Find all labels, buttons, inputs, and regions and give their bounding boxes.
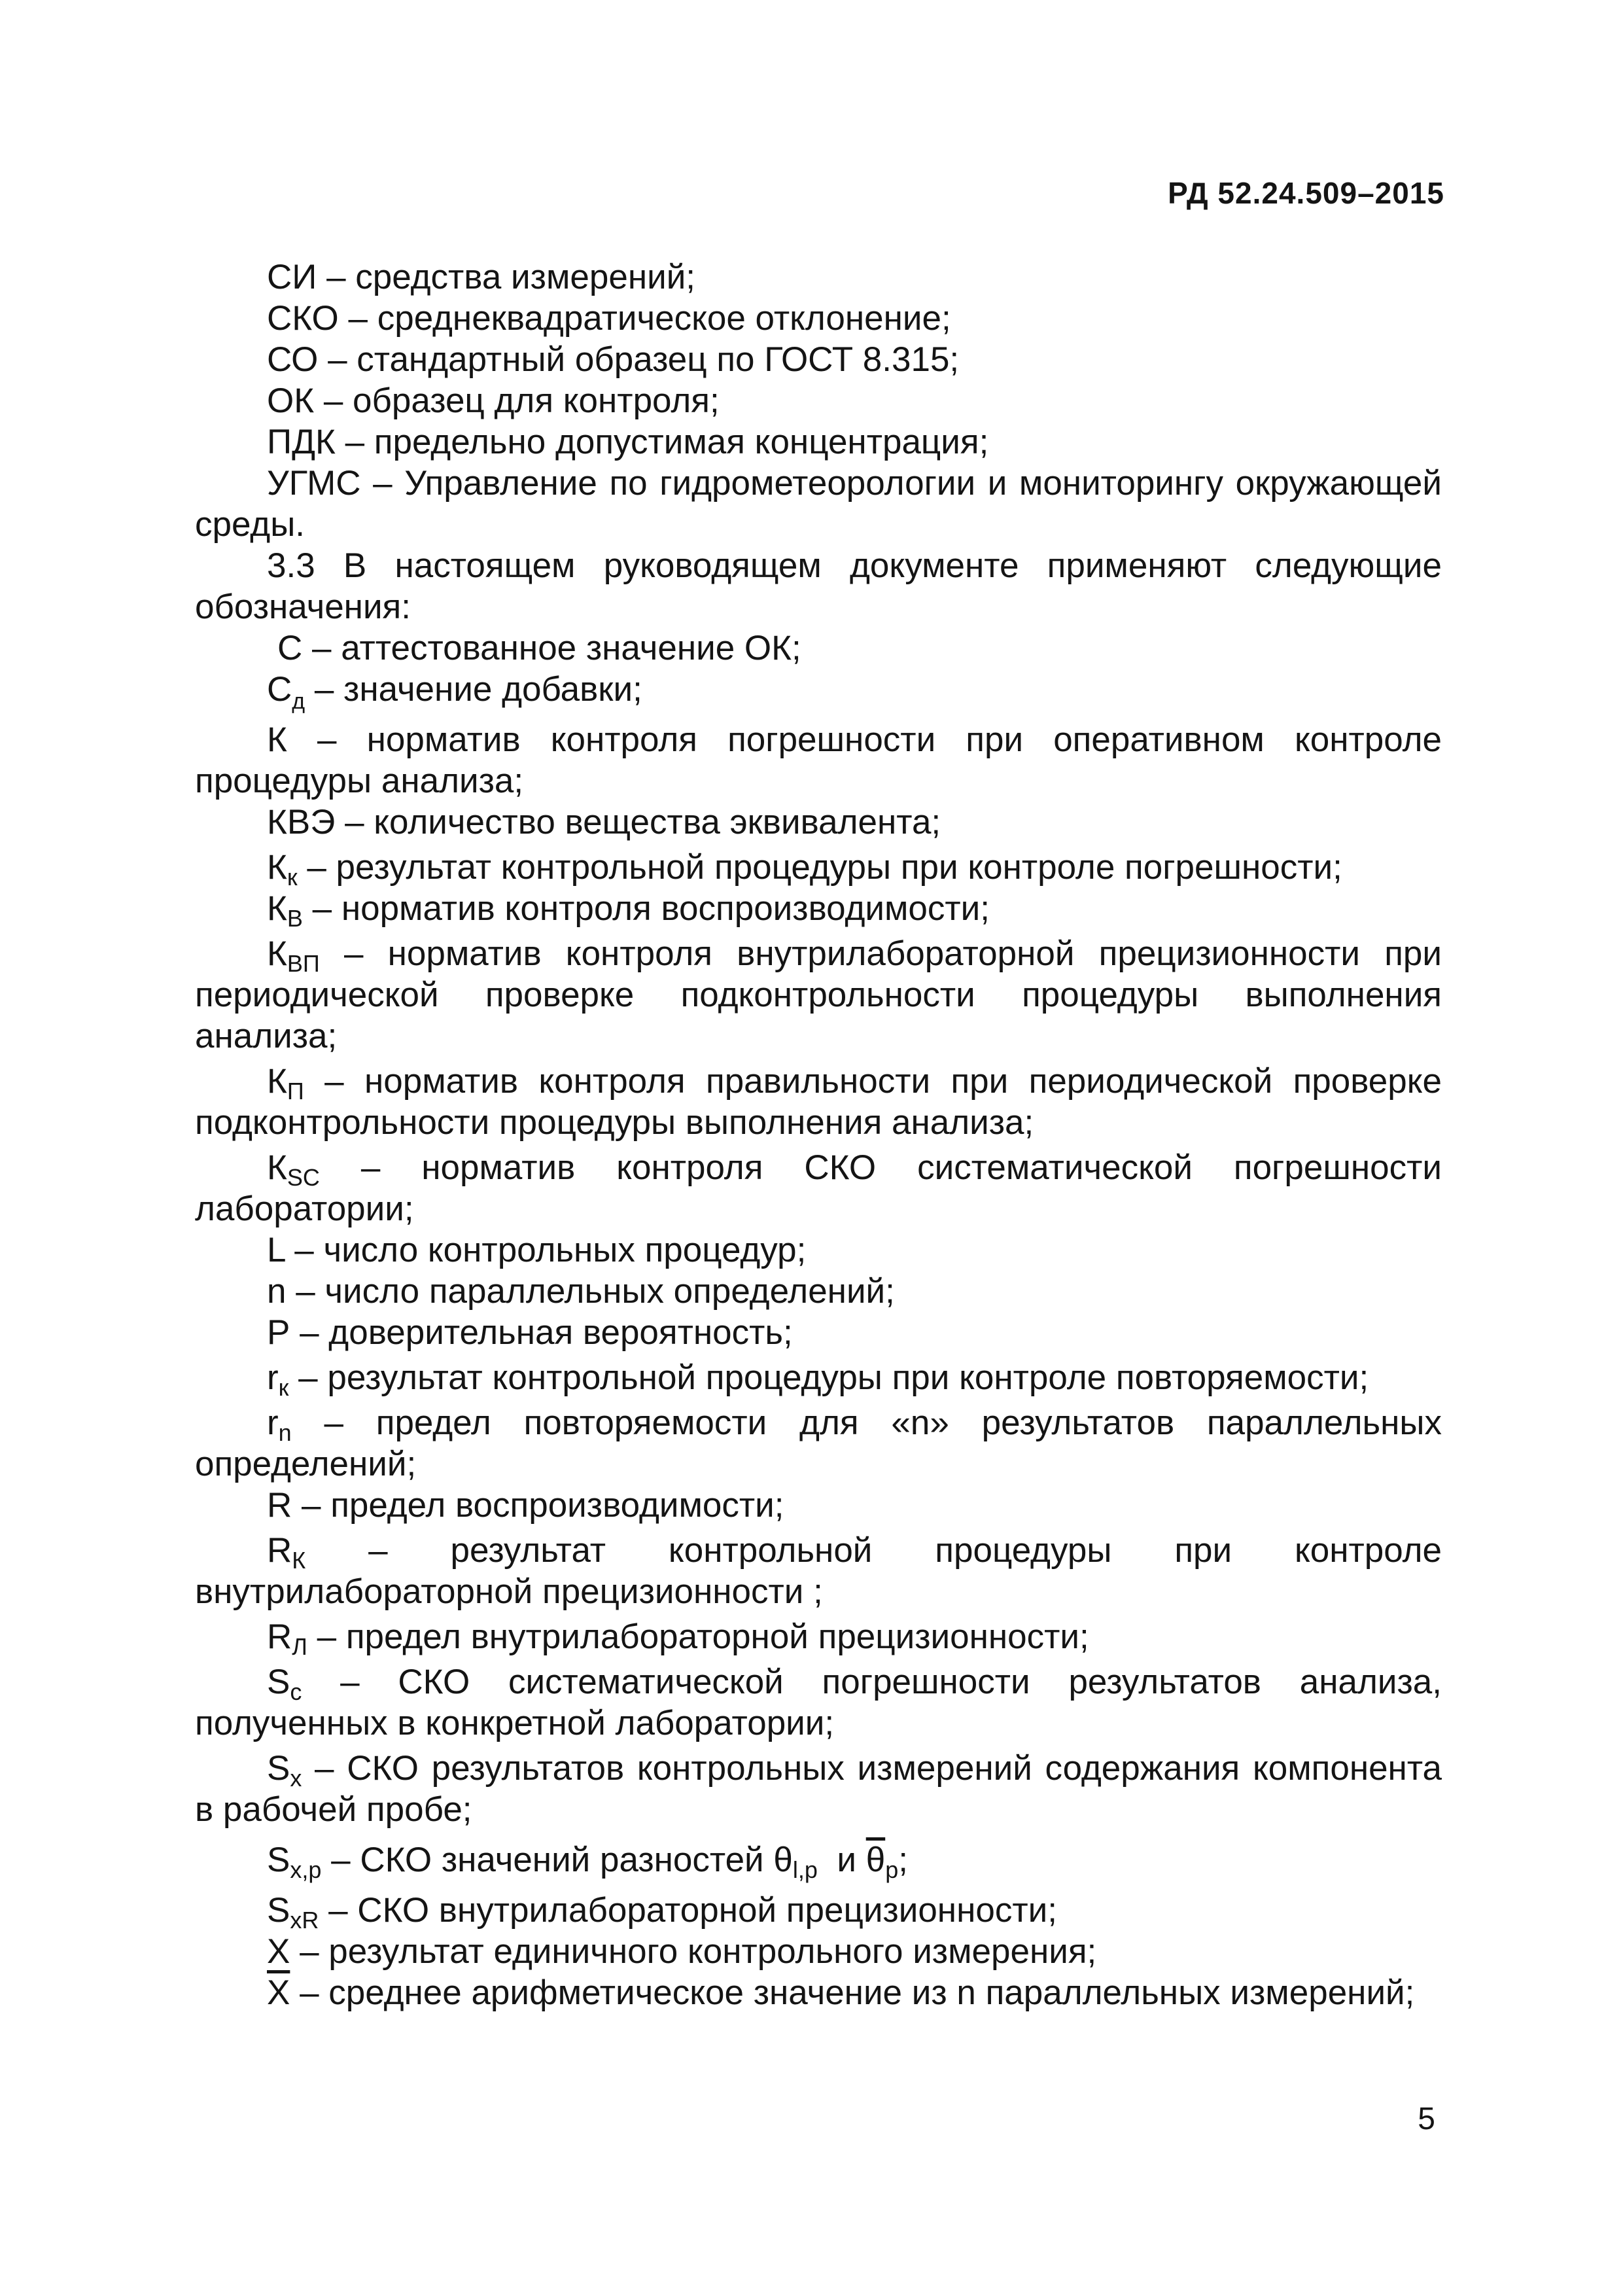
symbol-l: L – число контрольных процедур; [267, 1231, 807, 1269]
symbol-s-x: $S_x$ – СКО результатов контрольных измерений содержания компонента в рабочей пробе; [195, 1749, 1442, 1829]
symbol-s-xr: $S_{xR}$ – СКО внутрилабораторной прецизионности; [267, 1891, 1057, 1934]
section-3-3-intro: 3.3 В настоящем руководящем документе применяют следующие обозначения: [195, 546, 1442, 626]
symbol-r-k-upper: $R_К$ – результат контрольной процедуры при контроле внутрилабораторной прецизионности ; [195, 1531, 1442, 1611]
symbol-r-upper: R – предел воспроизводимости; [267, 1486, 784, 1525]
symbol-s-c: $S_c$ – СКО систематической погрешности результатов анализа, полученных в конкретной лаборатории; [195, 1663, 1442, 1742]
abbr-pdk: ПДК – предельно допустимая концентрация; [267, 423, 989, 461]
symbol-c-d: $С_д$ – значение добавки; [267, 670, 642, 714]
symbol-kve: КВЭ – количество вещества эквивалента; [267, 803, 941, 841]
symbol-k: К – норматив контроля погрешности при оперативном контроле процедуры анализа; [195, 720, 1442, 800]
symbol-n: n – число параллельных определений; [267, 1272, 895, 1311]
symbol-r-l: $R_Л$ – предел внутрилабораторной прецизионности; [267, 1617, 1089, 1660]
abbr-sko: СКО – среднеквадратическое отклонение; [267, 299, 951, 338]
abbr-si: СИ – средства измерений; [267, 258, 696, 296]
symbol-k-vp: $К_{ВП}$ – норматив контроля внутрилабораторной прецизионности при периодической проверке подконтрольности процедуры выполнения анализа; [195, 934, 1442, 1055]
symbol-x: Х – результат единичного контрольного измерения; [267, 1932, 1097, 1971]
document-body [195, 256, 1442, 2013]
abbr-so: СО – стандартный образец по ГОСТ 8.315; [267, 340, 960, 379]
symbol-s-xp: $S_{x,p}$ – СКО значений разностей $\theta_{l,p}$ и $\overline{\theta}_p$; [267, 1841, 908, 1883]
abbr-ok: ОК – образец для контроля; [267, 381, 720, 420]
page-number: 5 [1418, 2102, 1435, 2136]
symbol-k-v: $К_В$ – норматив контроля воспроизводимости; [267, 889, 990, 932]
symbol-x-mean: $\overline{X}$ – среднее арифметическое значение из n параллельных измерений; [267, 1973, 1415, 2012]
symbol-r-k: $r_к$ – результат контрольной процедуры при контроле повторяемости; [267, 1358, 1369, 1401]
symbol-k-k: $К_к$ – результат контрольной процедуры при контроле погрешности; [267, 848, 1342, 891]
symbol-r-n: $r_n$ – предел повторяемости для «n» результатов параллельных определений; [195, 1404, 1442, 1483]
document-code: РД 52.24.509–2015 [1168, 176, 1444, 210]
symbol-c: С – аттестованное значение ОК; [277, 629, 801, 667]
symbol-p: Р – доверительная вероятность; [267, 1313, 793, 1352]
symbol-k-p: $К_П$ – норматив контроля правильности при периодической проверке подконтрольности процедуры выполнения анализа; [195, 1062, 1442, 1142]
abbr-ugms: УГМС – Управление по гидрометеорологии и мониторингу окружающей среды. [195, 464, 1442, 544]
symbol-k-sc: $К_{SC}$ – норматив контроля СКО систематической погрешности лаборатории; [195, 1148, 1442, 1228]
